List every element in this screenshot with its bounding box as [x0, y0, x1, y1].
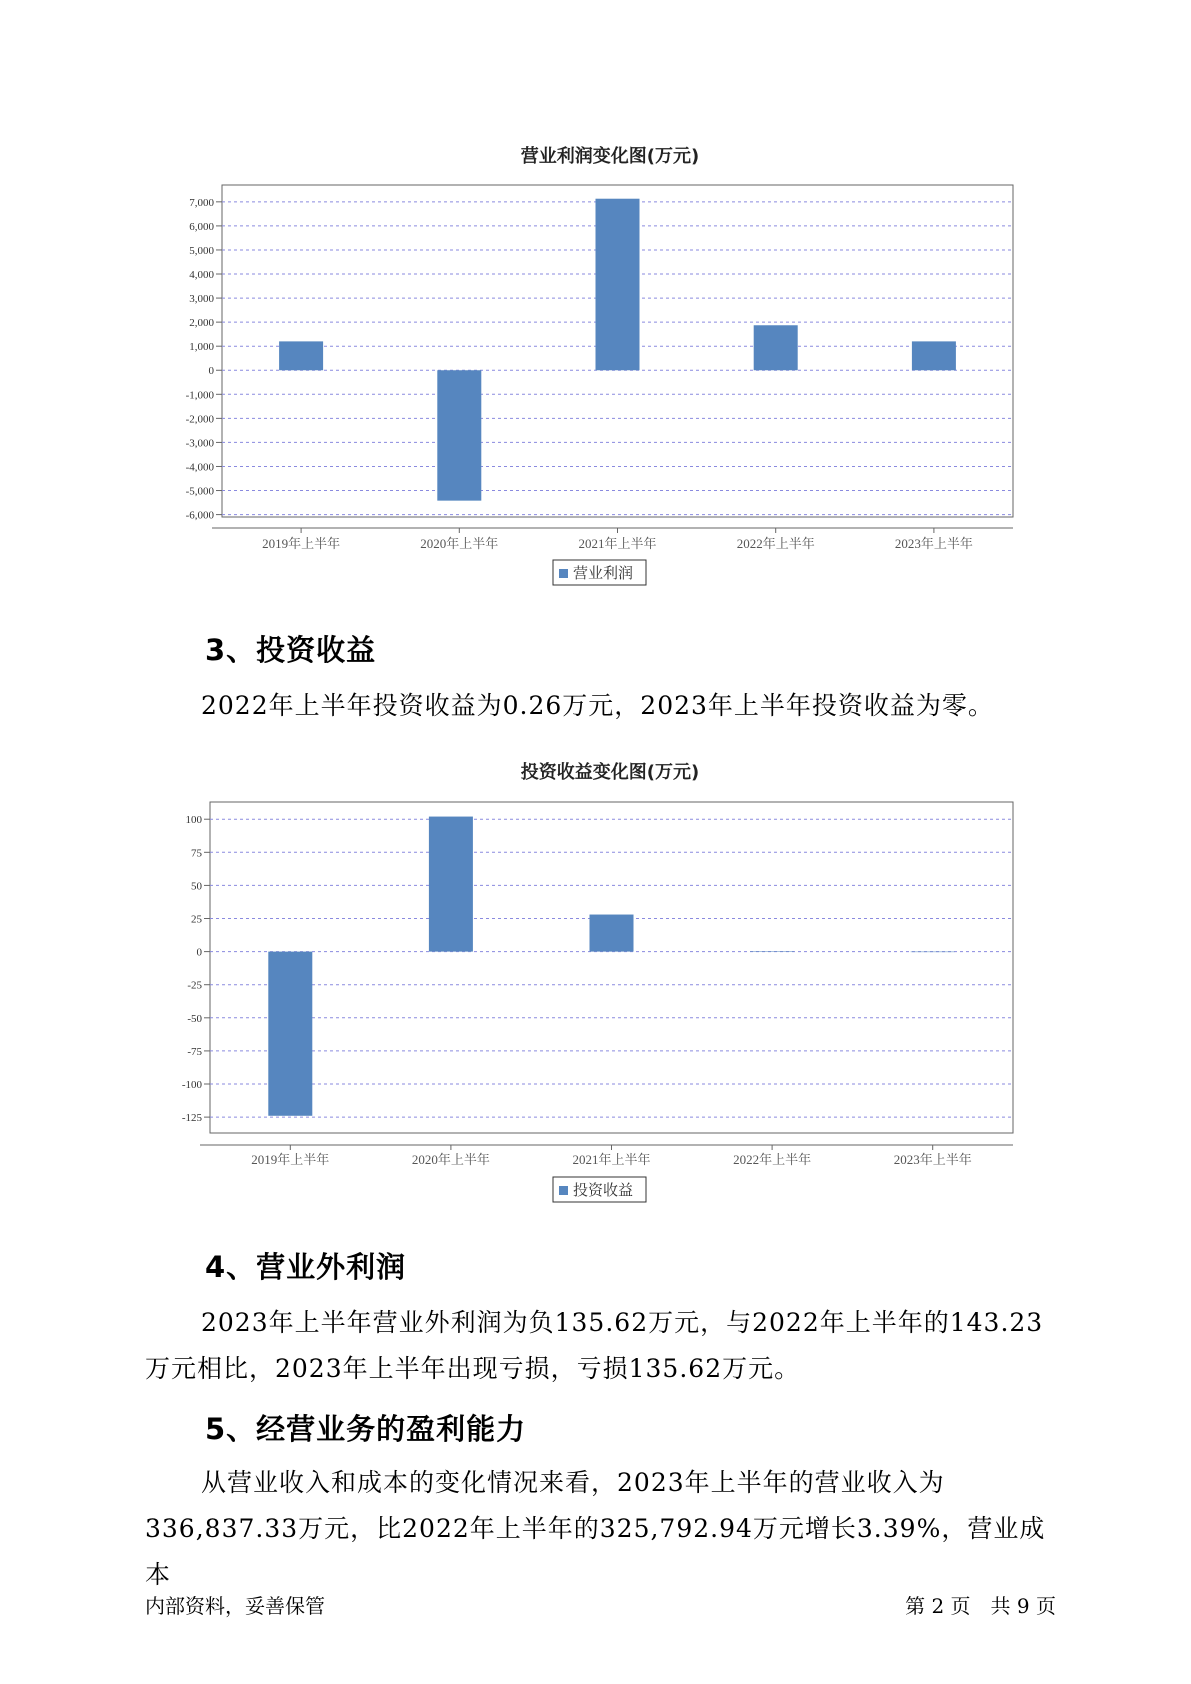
- y-tick-label: 25: [191, 913, 202, 926]
- section-3-heading: 3、投资收益: [205, 633, 377, 667]
- footer-page-number: 第 2 页 共 9 页: [905, 1594, 1056, 1618]
- y-tick-label: -4,000: [185, 461, 214, 474]
- x-tick-label: 2019年上半年: [251, 1152, 330, 1167]
- chart-title: 营业利润变化图(万元): [520, 146, 700, 167]
- bar: [590, 915, 634, 952]
- plot-area: [210, 802, 1013, 1133]
- y-tick-label: 0: [208, 365, 214, 378]
- footer-confidential-note: 内部资料，妥善保管: [145, 1594, 325, 1618]
- section-3-paragraph: 2022年上半年投资收益为0.26万元，2023年上半年投资收益为零。: [201, 691, 994, 720]
- legend-label: 投资收益: [573, 1183, 634, 1199]
- y-tick-label: 100: [185, 814, 202, 827]
- x-tick-label: 2021年上半年: [572, 1152, 651, 1167]
- x-tick-label: 2023年上半年: [893, 1152, 972, 1167]
- bar: [429, 817, 473, 952]
- y-tick-label: 50: [191, 880, 202, 893]
- x-tick-label: 2020年上半年: [411, 1152, 490, 1167]
- legend: [553, 1177, 646, 1202]
- x-tick-label: 2021年上半年: [578, 536, 657, 551]
- legend-swatch: [559, 1186, 568, 1195]
- section-4-heading: 4、营业外利润: [205, 1250, 407, 1284]
- y-tick-label: 0: [196, 946, 202, 959]
- x-tick-label: 2022年上半年: [736, 536, 815, 551]
- section-4-paragraph: 2023年上半年营业外利润为负135.62万元，与2022年上半年的143.23万元相比，2023年上半年出现亏损，亏损135.62万元。: [145, 1308, 1044, 1383]
- y-tick-label: -3,000: [185, 437, 214, 450]
- section-5-heading: 5、经营业务的盈利能力: [205, 1412, 527, 1446]
- y-tick-label: 1,000: [189, 341, 214, 354]
- y-tick-label: -125: [181, 1112, 202, 1125]
- y-tick-label: 7,000: [189, 196, 214, 209]
- y-tick-label: -1,000: [185, 389, 214, 402]
- chart-title: 投资收益变化图(万元): [520, 762, 700, 783]
- y-tick-label: -100: [181, 1079, 202, 1092]
- y-tick-label: -2,000: [185, 413, 214, 426]
- y-tick-label: -6,000: [185, 509, 214, 522]
- y-tick-label: 3,000: [189, 293, 214, 306]
- x-tick-label: 2023年上半年: [894, 536, 973, 551]
- y-tick-label: 6,000: [189, 220, 214, 233]
- y-tick-label: -75: [187, 1045, 202, 1058]
- y-tick-label: -5,000: [185, 485, 214, 498]
- x-tick-label: 2020年上半年: [420, 536, 499, 551]
- legend-label: 营业利润: [573, 566, 634, 582]
- y-tick-label: 4,000: [189, 269, 214, 282]
- bar: [750, 951, 794, 952]
- x-tick-label: 2022年上半年: [733, 1152, 812, 1167]
- y-tick-label: 2,000: [189, 317, 214, 330]
- y-tick-label: -25: [187, 979, 202, 992]
- y-tick-label: -50: [187, 1012, 202, 1025]
- section-5-paragraph: 从营业收入和成本的变化情况来看，2023年上半年的营业收入为336,837.33万元，比2022年上半年的325,792.94万元增长3.39%，营业成本: [145, 1468, 1046, 1589]
- y-tick-label: 5,000: [189, 244, 214, 257]
- bar: [911, 952, 955, 953]
- x-tick-label: 2019年上半年: [262, 536, 341, 551]
- bar: [268, 952, 312, 1116]
- y-tick-label: 75: [191, 847, 202, 860]
